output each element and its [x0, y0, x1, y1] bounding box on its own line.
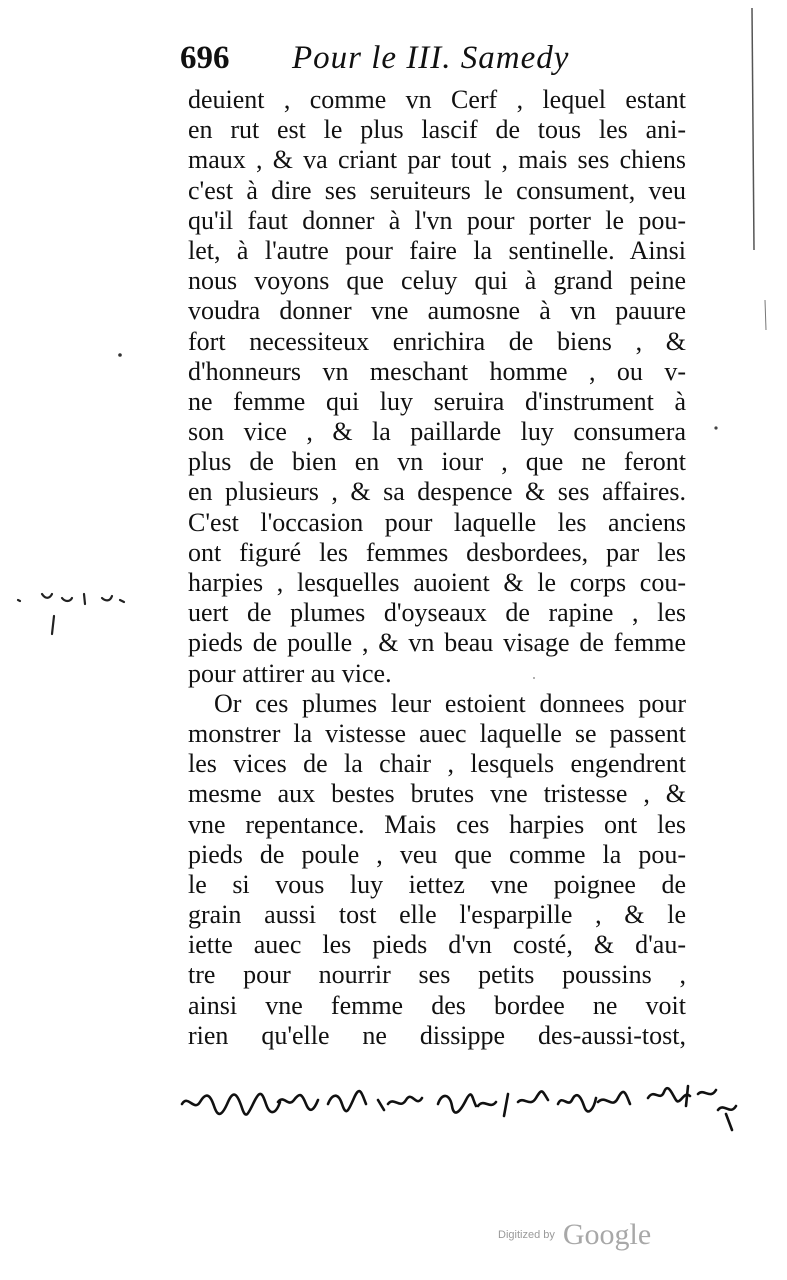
text-line: c'est à dire ses seruiteurs le consument, veu — [188, 175, 686, 205]
text-line: iette auec les pieds d'vn costé, & d'au- — [188, 930, 686, 960]
text-line: voudra donner vne aumosne à vn pauure — [188, 296, 686, 326]
text-line: mesme aux bestes brutes vne tristesse , & — [188, 779, 686, 809]
handwriting-scrawl — [178, 1074, 758, 1134]
google-logo: Google — [562, 1218, 652, 1251]
ink-speck — [714, 426, 717, 429]
text-line: rien qu'elle ne dissippe des-aussi-tost, — [188, 1020, 686, 1050]
text-line: grain aussi tost elle l'esparpille , & le — [188, 900, 686, 930]
text-line: nous voyons que celuy qui à grand peine — [188, 266, 686, 296]
watermark-prefix: Digitized by — [498, 1229, 555, 1241]
text-line: pour attirer au vice. — [188, 658, 392, 688]
margin-scribble — [18, 594, 124, 634]
page-number: 696 — [180, 40, 230, 76]
running-title: Pour le III. Samedy — [292, 40, 570, 76]
text-line: deuient , comme vn Cerf , lequel estant — [188, 85, 686, 114]
text-line: en plusieurs , & sa despence & ses affaires. — [188, 477, 686, 507]
text-line: Or ces plumes leur estoient donnees pour — [214, 688, 686, 718]
text-line: les vices de la chair , lesquels engendrent — [188, 749, 686, 779]
text-line: en rut est le plus lascif de tous les ani- — [188, 115, 686, 145]
text-line: ont figuré les femmes desbordees, par les — [188, 537, 686, 567]
text-line: son vice , & la paillarde luy consumera — [188, 417, 686, 447]
text-line: le si vous luy iettez vne poignee de — [188, 869, 686, 899]
text-line: uert de plumes d'oyseaux de rapine , les — [188, 598, 686, 628]
text-line: harpies , lesquelles auoient & le corps cou- — [188, 568, 686, 597]
running-head — [180, 40, 700, 86]
text-line: d'honneurs vn meschant homme , ou v- — [188, 356, 686, 386]
text-line: vne repentance. Mais ces harpies ont les — [188, 809, 686, 839]
right-edge-line — [752, 8, 754, 250]
text-line: fort necessiteux enrichira de biens , & — [188, 326, 686, 356]
text-line: tre pour nourrir ses petits poussins , — [188, 960, 686, 990]
text-line: plus de bien en vn iour , que ne feront — [188, 447, 686, 477]
right-edge-tick — [765, 300, 766, 330]
text-line: qu'il faut donner à l'vn pour porter le pou- — [188, 205, 686, 235]
text-line: ainsi vne femme des bordee ne voit — [188, 990, 686, 1020]
ink-speck — [118, 353, 122, 357]
handwritten-annotation — [178, 1074, 758, 1134]
text-line: pieds de poulle , & vn beau visage de femme — [188, 628, 686, 658]
text-line: maux , & va criant par tout , mais ses chiens — [188, 145, 686, 175]
text-line: monstrer la vistesse auec laquelle se passent — [188, 718, 686, 748]
text-line: pieds de poule , veu que comme la pou- — [188, 839, 686, 869]
digitized-watermark — [498, 1218, 651, 1252]
body-text — [188, 85, 686, 1051]
text-line: let, à l'autre pour faire la sentinelle. Ainsi — [188, 235, 686, 265]
text-line: ne femme qui luy seruira d'instrument à — [188, 386, 686, 416]
text-line: C'est l'occasion pour laquelle les anciens — [188, 507, 686, 537]
